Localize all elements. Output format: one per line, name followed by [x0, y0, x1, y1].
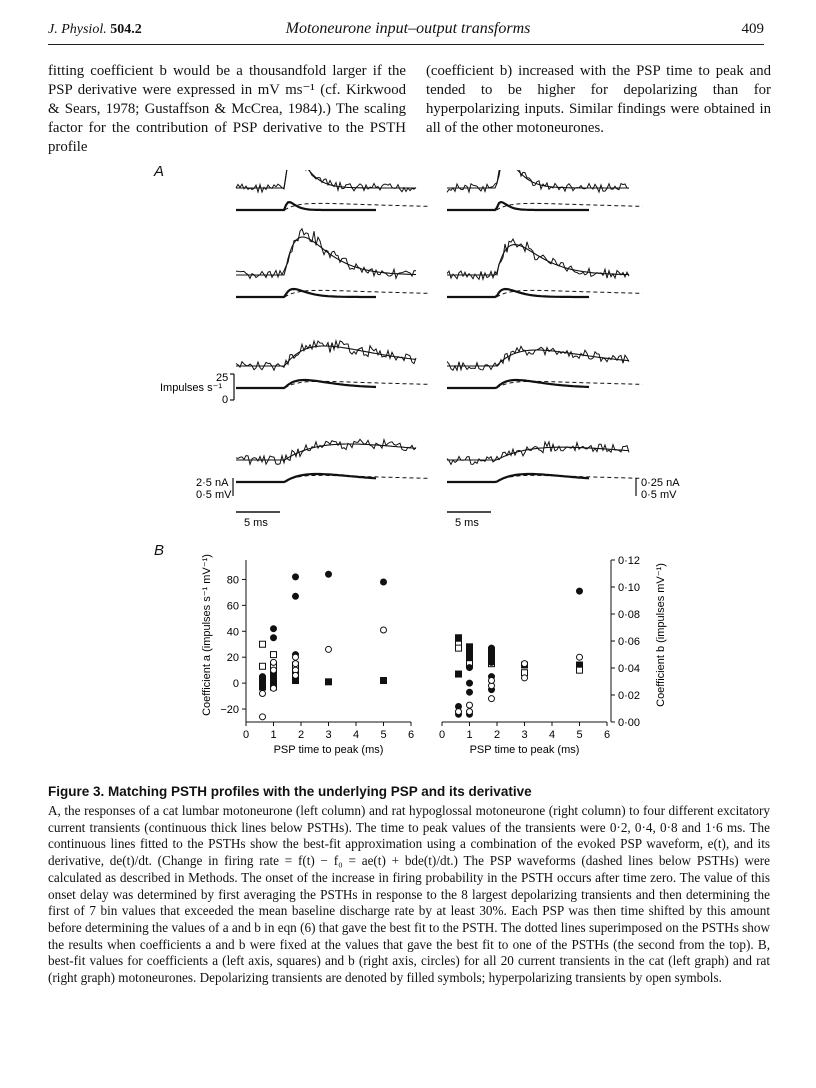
- open-circle-point: [271, 667, 277, 673]
- y-axis-left-label: Coefficient a (impulses s⁻¹ mV⁻¹): [201, 554, 213, 716]
- journal-title: J. Physiol.: [48, 22, 107, 37]
- impulses-scale-bar: [160, 372, 234, 406]
- right-time-scale-bar: [447, 512, 491, 529]
- x-axis-label: PSP time to peak (ms): [273, 744, 384, 756]
- x-tick-label: 2: [297, 729, 305, 741]
- open-circle-point: [260, 690, 266, 696]
- open-square-point: [260, 663, 266, 669]
- psth-trace-left-4: [236, 439, 416, 464]
- filled-square-point: [456, 635, 462, 641]
- filled-circle-point: [260, 674, 266, 680]
- open-square-point: [456, 645, 462, 651]
- x-tick-label: 4: [548, 729, 556, 741]
- x-tick-label: 0: [438, 729, 446, 741]
- y-left-tick-label: −20: [220, 704, 239, 717]
- y-left-tick-label: 80: [226, 574, 239, 587]
- x-tick-label: 1: [466, 729, 473, 741]
- open-circle-point: [271, 685, 277, 691]
- impulses-top-tick: 25: [216, 372, 229, 384]
- right-amplitude-scale-bar: [636, 477, 680, 501]
- filled-circle-point: [467, 680, 473, 686]
- y-right-tick-label: 0·00: [618, 717, 641, 729]
- y-right-tick-label: 0·12: [618, 555, 641, 567]
- body-paragraph-right: (coefficient b) increased with the PSP time to peak and tended to be higher for depolarizing than for hyperpolarizing inputs. Similar findings were obtained in all of the other motoneurones.: [426, 63, 771, 136]
- open-circle-point: [381, 627, 387, 633]
- y-right-tick-label: 0·06: [618, 636, 641, 648]
- y-left-tick-label: 60: [226, 600, 239, 613]
- fit-curve-right-3: [447, 350, 629, 366]
- current-transient-left-2: [236, 289, 376, 297]
- y-axis-right-label: Coefficient b (impulses mV⁻¹): [655, 563, 667, 707]
- x-tick-label: 3: [325, 729, 332, 741]
- open-circle-point: [522, 661, 528, 667]
- figure-title: Figure 3. Matching PSTH profiles with the underlying PSP and its derivative: [48, 784, 532, 799]
- x-tick-label: 4: [352, 729, 360, 741]
- filled-square-point: [381, 678, 387, 684]
- fit-curve-right-2: [447, 245, 629, 275]
- filled-circle-point: [577, 588, 583, 594]
- open-circle-point: [522, 675, 528, 681]
- filled-circle-point: [293, 574, 299, 580]
- x-tick-label: 0: [242, 729, 250, 741]
- psth-trace-right-1: [447, 170, 629, 192]
- open-circle-point: [489, 696, 495, 702]
- open-circle-point: [260, 714, 266, 720]
- filled-square-point: [467, 644, 473, 650]
- open-circle-point: [456, 709, 462, 715]
- x-tick-label: 3: [521, 729, 528, 741]
- body-paragraph-left: fitting coefficient b would be a thousandfold larger if the PSP derivative were expressed in mV ms⁻¹ (cf. Kirkwood & Sears, 1978; Gustaffson & McCrea, 1984).) The scaling factor for the contribution of PSP derivative to the PSTH profile: [48, 63, 406, 155]
- open-square-point: [260, 641, 266, 647]
- y-right-tick-label: 0·08: [618, 609, 641, 621]
- filled-square-point: [456, 671, 462, 677]
- header-rule: [48, 44, 764, 45]
- open-circle-point: [293, 661, 299, 667]
- psth-trace-left-2: [236, 229, 416, 279]
- current-transient-left-4: [236, 474, 376, 482]
- open-circle-point: [293, 672, 299, 678]
- filled-circle-point: [489, 645, 495, 651]
- filled-circle-point: [271, 626, 277, 632]
- x-tick-label: 1: [270, 729, 277, 741]
- open-circle-point: [577, 654, 583, 660]
- panel-a-traces: [0, 170, 816, 530]
- x-tick-label: 2: [493, 729, 501, 741]
- filled-circle-point: [271, 635, 277, 641]
- filled-circle-point: [381, 579, 387, 585]
- filled-circle-point: [293, 593, 299, 599]
- x-axis-label: PSP time to peak (ms): [469, 744, 580, 756]
- body-column-left: [48, 62, 406, 157]
- open-circle-point: [489, 678, 495, 684]
- left-time-scale-bar: [236, 512, 280, 529]
- psth-trace-left-1: [236, 170, 416, 192]
- filled-circle-point: [467, 689, 473, 695]
- running-title: Motoneurone input–output transforms: [285, 20, 531, 37]
- open-circle-point: [326, 646, 332, 652]
- journal-volume: 504.2: [110, 22, 142, 37]
- filled-circle-point: [326, 571, 332, 577]
- current-transient-right-3: [447, 380, 589, 388]
- right-scale-na: 0·25 nA: [641, 477, 680, 489]
- body-column-right: [426, 62, 771, 138]
- y-left-tick-label: 20: [226, 652, 239, 665]
- y-left-tick-label: 0: [232, 678, 239, 691]
- x-tick-label: 5: [380, 729, 387, 741]
- page-number: 409: [741, 21, 764, 37]
- right-time-label: 5 ms: [455, 517, 479, 529]
- right-scale-mv: 0·5 mV: [641, 489, 677, 501]
- y-left-tick-label: 40: [226, 626, 239, 639]
- figure-caption-text: A, the responses of a cat lumbar motoneurone (left column) and rat hypoglossal motoneurone (right column) to four different excitatory current transients (continuous thick lines below PSTHs). The time to peak values of the transients were 0·2, 0·4, 0·8 and 1·6 ms. The continuous lines fitted to the PSTHs show the best-fit approximation using a combination of the evoked PSP waveform, e(t), and its derivative, de(t)/dt. (Change in firing rate = f(t) − f₀ = ae(t) + bde(t)/dt.) The PSP waveforms (dashed lines below PSTHs) were calculated as described in Methods. The onset of the increase in firing probability in the PSTH occurs after time zero. The value of this onset delay was determined by first averaging the PSTHs in response to the 8 largest depolarizing transients and then determining the first of 7 bin values that exceeded the mean baseline discharge rate by at least 30%. Each PSP was then time shifted by this amount before determining the values of a and b in eqn (6) that gave the best fit to the PSTH. The dotted lines superimposed on the PSTHs show the results when coefficients a and b were fixed at the values that gave the best fit to one of the PSTHs (the second from the top). B, best-fit values for coefficients a (left axis, squares) and b (right axis, circles) for all 20 current transients in the cat (left graph) and rat (right graph) motoneurones. Depolarizing transients are denoted by filled symbols; hyperpolarizing transients by open symbols.: [48, 803, 770, 986]
- open-circle-point: [467, 709, 473, 715]
- impulses-bottom-tick: 0: [222, 394, 229, 406]
- fit-curve-left-2: [236, 237, 416, 275]
- current-transient-left-1: [236, 202, 376, 210]
- left-amplitude-scale-bar: [196, 477, 233, 501]
- psth-trace-right-4: [447, 442, 629, 465]
- open-square-point: [577, 667, 583, 673]
- open-circle-point: [293, 654, 299, 660]
- panel-a-label: A: [154, 163, 165, 180]
- current-transient-right-2: [447, 289, 589, 297]
- psp-waveform-left-4: [285, 475, 429, 482]
- x-tick-label: 5: [576, 729, 583, 741]
- filled-circle-point: [489, 659, 495, 665]
- open-circle-point: [271, 659, 277, 665]
- filled-square-point: [467, 654, 473, 660]
- filled-circle-point: [467, 665, 473, 671]
- y-right-tick-label: 0·10: [618, 582, 641, 594]
- current-transient-right-4: [447, 474, 589, 482]
- impulses-label: Impulses s⁻¹: [160, 382, 223, 394]
- left-time-label: 5 ms: [244, 517, 268, 529]
- panel-b-scatter: [0, 550, 816, 765]
- y-right-tick-label: 0·04: [618, 663, 641, 675]
- open-circle-point: [467, 702, 473, 708]
- x-tick-label: 6: [603, 729, 611, 741]
- left-scale-mv: 0·5 mV: [196, 489, 232, 501]
- fit-curve-left-3: [236, 346, 416, 366]
- filled-square-point: [326, 679, 332, 685]
- current-transient-left-3: [236, 380, 376, 388]
- current-transient-right-1: [447, 202, 589, 210]
- x-tick-label: 6: [407, 729, 415, 741]
- panel-b-label: B: [154, 542, 165, 559]
- figure-caption: [48, 803, 770, 987]
- left-scale-na: 2·5 nA: [196, 477, 229, 489]
- y-right-tick-label: 0·02: [618, 690, 641, 702]
- open-square-point: [271, 652, 277, 658]
